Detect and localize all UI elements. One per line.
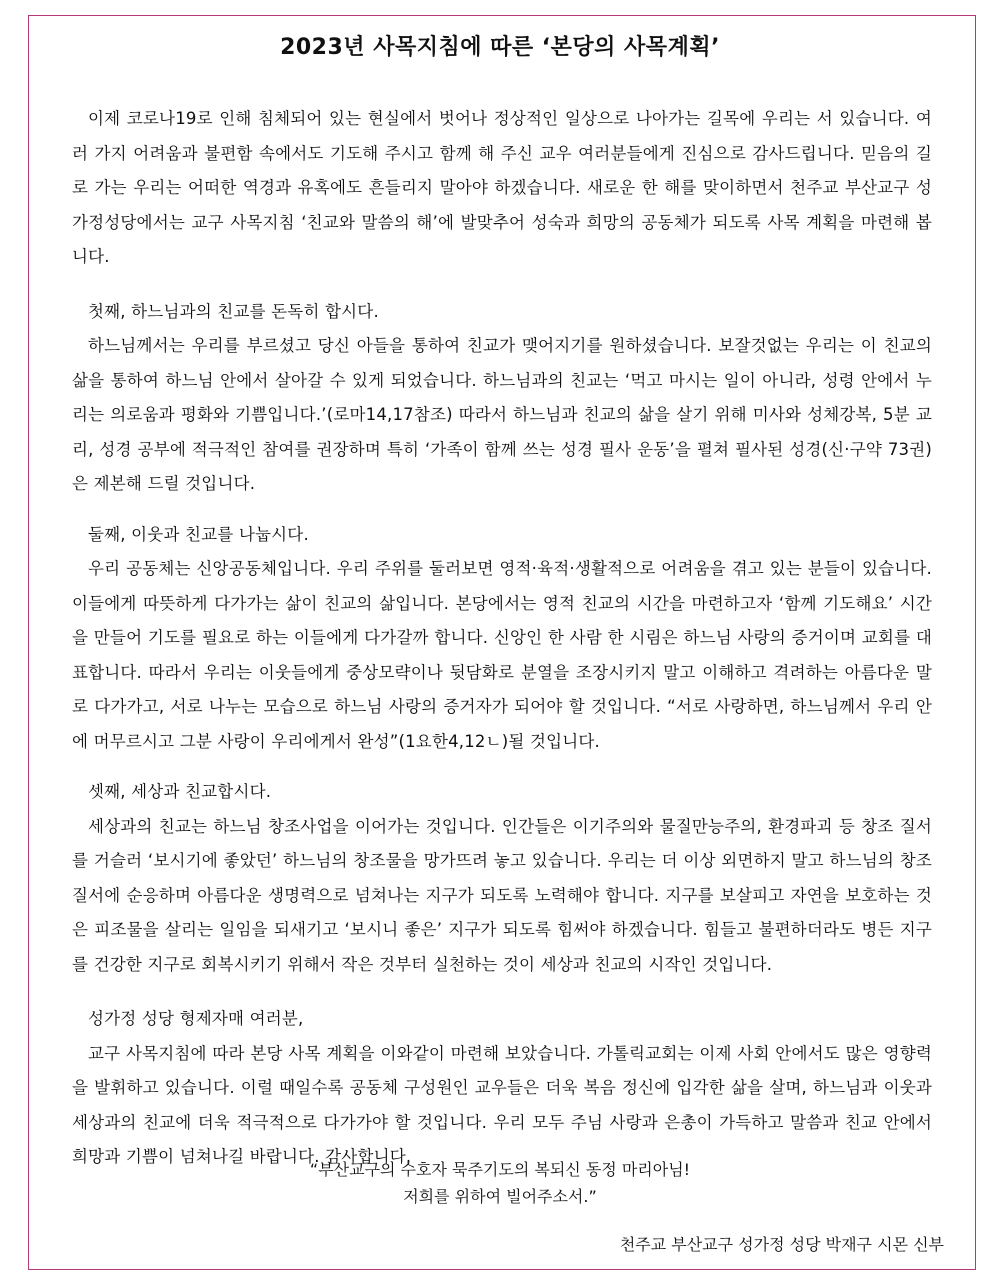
closing-salutation: 성가정 성당 형제자매 여러분, <box>88 1009 304 1028</box>
section-heading-1: 첫째, 하느님과의 친교를 돈독히 합시다. <box>88 301 379 321</box>
prayer-line-1: “부산교구의 수호자 묵주기도의 복되신 동정 마리아님! <box>309 1160 691 1179</box>
section-text-2: 우리 공동체는 신앙공동체입니다. 우리 주위를 둘러보면 영적·육적·생활적으로 어려움을 겪고 있는 분들이 있습니다. 이들에게 따뜻하게 다가가는 삶이 친교의 삶입니다. 본당에서는 영적 친교의 시간을 마련하고자 ‘함께 기도해요’ 시간을 만들어 기도를 필요로 하는 이들에게 다가갈까 합니다. 신앙인 한 사람 한 시림은 하느님 사랑의 증거이며 교회를 대표합니다. 따라서 우리는 이웃들에게 중상모략이나 뒷담화로 분열을 조장시키지 말고 이해하고 격려하는 아름다운 말로 다가가고, 서로 나누는 모습으로 하느님 사랑의 증거자가 되어야 할 것입니다. “서로 사랑하면, 하느님께서 우리 안에 머무르시고 그분 사랑이 우리에게서 완성”(1요한4,12ㄴ)될 것입니다. <box>72 559 932 751</box>
prayer-line-2: 저희를 위하여 빌어주소서.” <box>403 1187 597 1206</box>
section-heading-3: 셋째, 세상과 친교합시다. <box>88 782 272 801</box>
signature: 천주교 부산교구 성가정 성당 박재구 시몬 신부 <box>619 1235 944 1254</box>
section-text-3: 세상과의 친교는 하느님 창조사업을 이어가는 것입니다. 인간들은 이기주의와 물질만능주의, 환경파괴 등 창조 질서를 거슬러 ‘보시기에 좋았던’ 하느님의 창조물을 망가뜨려 놓고 있습니다. 우리는 더 이상 외면하지 말고 하느님의 창조 질서에 순응하며 아름다운 생명력으로 넘쳐나는 지구가 되도록 노력해야 합니다. 지구를 보살피고 자연을 보호하는 것은 피조물을 살리는 일임을 되새기고 ‘보시니 좋은’ 지구가 되도록 힘써야 하겠습니다. 힘들고 불편하더라도 병든 지구를 건강한 지구로 회복시키기 위해서 작은 것부터 실천하는 것이 세상과 친교의 시작인 것입니다. <box>72 816 932 974</box>
prayer-quote <box>0 1156 1000 1210</box>
document-title: 2023년 사목지침에 따른 ‘본당의 사목계획’ <box>280 35 720 60</box>
intro-paragraph: 이제 코로나19로 인해 침체되어 있는 현실에서 벗어나 정상적인 일상으로 나아가는 길목에 우리는 서 있습니다. 여러 가지 어려움과 불편함 속에서도 기도해 주시고 함께 해 주신 교우 여러분들에게 진심으로 감사드립니다. 믿음의 길로 가는 우리는 어떠한 역경과 유혹에도 흔들리지 말아야 하겠습니다. 새로운 한 해를 맞이하면서 천주교 부산교구 성가정성당에서는 교구 사목지침 ‘친교와 말씀의 해’에 발맞추어 성숙과 희망의 공동체가 되도록 사목 계획을 마련해 봅니다. <box>72 109 932 266</box>
closing-text: 교구 사목지침에 따라 본당 사목 계획을 이와같이 마련해 보았습니다. 가톨릭교회는 이제 사회 안에서도 많은 영향력을 발휘하고 있습니다. 이럴 때일수록 공동체 구성원인 교우들은 더욱 복음 정신에 입각한 삶을 살며, 하느님과 이웃과 세상과의 친교에 더욱 적극적으로 다가가야 할 것입니다. 우리 모두 주님 사랑과 은총이 가득하고 말씀과 친교 안에서 희망과 기쁨이 넘쳐나길 바랍니다. 감사합니다. <box>72 1043 932 1166</box>
section-text-1: 하느님께서는 우리를 부르셨고 당신 아들을 통하여 친교가 맺어지기를 원하셨습니다. 보잘것없는 우리는 이 친교의 삶을 통하여 하느님 안에서 살아갈 수 있게 되었습니다. 하느님과의 친교는 ‘먹고 마시는 일이 아니라, 성령 안에서 누리는 의로움과 평화와 기쁨입니다.’(로마14,17참조) 따라서 하느님과 친교의 삶을 살기 위해 미사와 성체강복, 5분 교리, 성경 공부에 적극적인 참여를 권장하며 특히 ‘가족이 함께 쓰는 성경 필사 운동’을 펼쳐 필사된 성경(신·구약 73권)은 제본해 드릴 것입니다. <box>72 336 932 493</box>
section-heading-2: 둘째, 이웃과 친교를 나눕시다. <box>88 524 309 544</box>
document-body <box>72 102 932 1175</box>
